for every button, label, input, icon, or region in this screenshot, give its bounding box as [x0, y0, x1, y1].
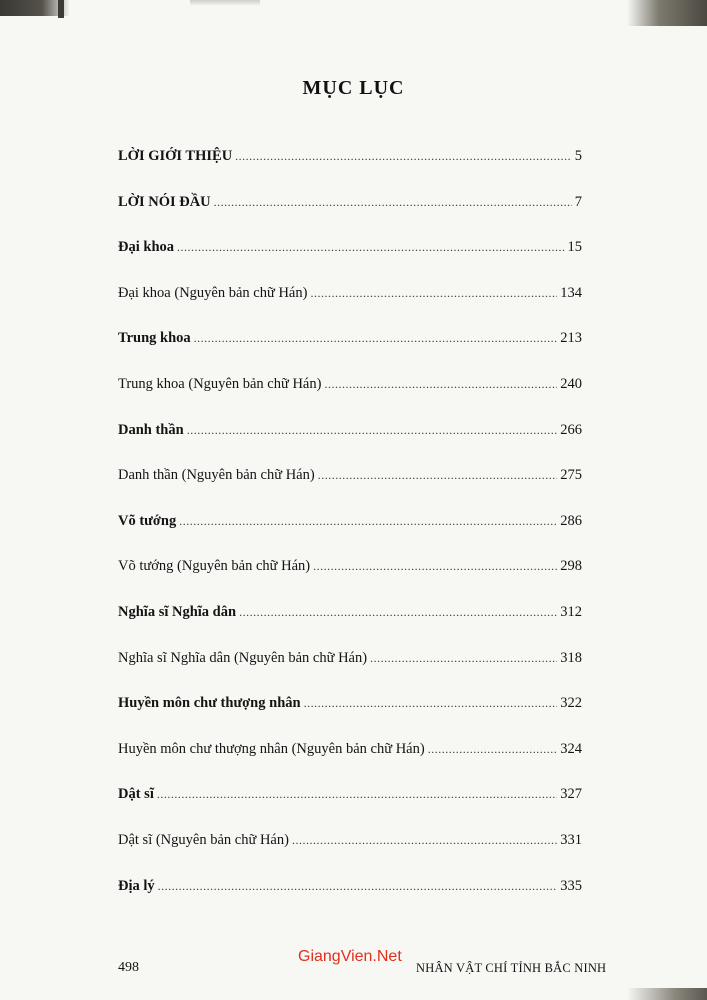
toc-entry [118, 878, 582, 924]
table-of-contents [118, 148, 582, 923]
toc-dot-leader [179, 514, 557, 529]
toc-entry-label: Đại khoa (Nguyên bản chữ Hán) [118, 284, 308, 301]
watermark: GiangVien.Net [298, 948, 402, 965]
toc-entry-page: 324 [560, 740, 582, 757]
toc-dot-leader [318, 468, 558, 483]
toc-dot-leader [310, 286, 557, 301]
toc-entry-label: Võ tướng (Nguyên bản chữ Hán) [118, 558, 311, 575]
toc-entry [118, 695, 582, 741]
toc-entry-label: Nghĩa sĩ Nghĩa dân [118, 603, 237, 620]
toc-entry [118, 832, 582, 878]
toc-entry-label: Địa lý [118, 877, 155, 894]
toc-entry [118, 422, 582, 468]
toc-entry-label: Danh thần (Nguyên bản chữ Hán) [118, 467, 315, 484]
toc-entry-page: 335 [560, 877, 582, 894]
toc-entry [118, 558, 582, 604]
toc-entry-label: Đại khoa [118, 239, 175, 256]
toc-entry-page: 322 [560, 695, 582, 712]
toc-dot-leader [428, 742, 558, 757]
scan-shadow-top [190, 0, 260, 6]
toc-entry [118, 741, 582, 787]
toc-dot-leader [187, 423, 558, 438]
toc-dot-leader [235, 149, 572, 164]
toc-dot-leader [304, 696, 558, 711]
toc-entry [118, 376, 582, 422]
toc-entry [118, 148, 582, 194]
scan-edge-right-bottom [627, 988, 707, 1000]
footer-page-number: 498 [118, 960, 139, 975]
toc-entry-label: Danh thần [118, 421, 184, 438]
toc-entry [118, 650, 582, 696]
toc-dot-leader [194, 331, 558, 346]
toc-entry-page: 213 [560, 330, 582, 347]
toc-dot-leader [324, 377, 557, 392]
toc-entry-label: Huyền môn chư thượng nhân (Nguyên bản chữ Hán) [118, 740, 425, 757]
toc-entry-page: 15 [567, 239, 582, 256]
toc-entry [118, 513, 582, 559]
toc-entry-label: Dật sĩ (Nguyên bản chữ Hán) [118, 831, 289, 848]
toc-dot-leader [177, 240, 564, 255]
toc-dot-leader [370, 651, 557, 666]
toc-entry-page: 275 [560, 467, 582, 484]
running-title: NHÂN VẬT CHÍ TỈNH BẮC NINH [416, 961, 607, 975]
toc-entry-label: Trung khoa [118, 330, 191, 347]
toc-entry-label: Võ tướng [118, 512, 177, 529]
toc-entry-page: 286 [560, 512, 582, 529]
toc-dot-leader [313, 559, 557, 574]
toc-entry [118, 330, 582, 376]
toc-entry-page: 5 [574, 148, 582, 164]
toc-dot-leader [292, 833, 557, 848]
page-title: MỤC LỤC [302, 77, 405, 99]
toc-entry [118, 285, 582, 331]
toc-entry [118, 239, 582, 285]
toc-dot-leader [157, 787, 557, 802]
toc-entry-page: 240 [560, 375, 582, 392]
toc-entry-label: LỜI NÓI ĐẦU [118, 193, 211, 210]
toc-entry-page: 7 [574, 193, 582, 210]
toc-entry-page: 134 [560, 284, 582, 301]
toc-entry-label: Dật sĩ [118, 786, 154, 803]
scan-edge-right [627, 0, 707, 26]
toc-entry-page: 266 [560, 421, 582, 438]
toc-entry-page: 331 [560, 831, 582, 848]
toc-entry-label: Nghĩa sĩ Nghĩa dân (Nguyên bản chữ Hán) [118, 649, 368, 666]
toc-entry [118, 467, 582, 513]
toc-entry-label: LỜI GIỚI THIỆU [118, 148, 233, 164]
toc-entry-label: Trung khoa (Nguyên bản chữ Hán) [118, 375, 322, 392]
toc-dot-leader [158, 879, 558, 894]
toc-entry [118, 786, 582, 832]
scan-edge-strip [58, 0, 64, 18]
toc-entry [118, 604, 582, 650]
toc-entry-page: 312 [560, 603, 582, 620]
toc-entry-page: 318 [560, 649, 582, 666]
toc-entry [118, 194, 582, 240]
toc-entry-label: Huyền môn chư thượng nhân [118, 695, 301, 712]
toc-dot-leader [214, 195, 572, 210]
toc-entry-page: 327 [560, 786, 582, 803]
toc-entry-page: 298 [560, 558, 582, 575]
toc-dot-leader [239, 605, 557, 620]
